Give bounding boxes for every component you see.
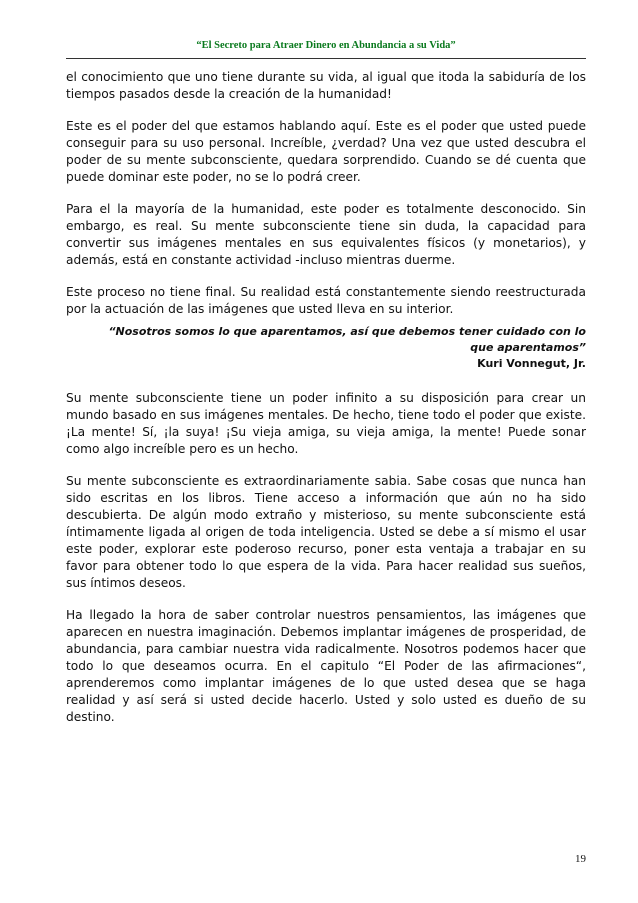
paragraph: Para el la mayoría de la humanidad, este poder es totalmente desconocido. Sin embargo, es real. Su mente subconsciente tiene sin duda, la capacidad para convertir sus imágenes mentales en sus equivalentes físicos (y monetarios), y además, está en constante actividad -incluso mientras duerme. bbox=[66, 202, 586, 267]
quote-author: Kuri Vonnegut, Jr. bbox=[477, 357, 586, 370]
quote-text: “Nosotros somos lo que aparentamos, así que debemos tener cuidado con lo que aparentamos” bbox=[108, 325, 586, 354]
paragraph: el conocimiento que uno tiene durante su vida, al igual que itoda la sabiduría de los tiempos pasados desde la creación de la humanidad! bbox=[66, 70, 586, 101]
block-quote bbox=[66, 324, 586, 372]
header-rule bbox=[66, 58, 586, 59]
paragraph: Su mente subconsciente tiene un poder infinito a su disposición para crear un mundo basado en sus imágenes mentales. De hecho, tiene todo el poder que existe. ¡La mente! Sí, ¡la suya! ¡Su vieja amiga, su vieja amiga, la mente! Puede sonar como algo increíble pero es un hecho. bbox=[66, 391, 586, 456]
paragraph: Su mente subconsciente es extraordinariamente sabia. Sabe cosas que nunca han sido escritas en los libros. Tiene acceso a información que aún no ha sido descubierta. De algún modo extraño y misterioso, su mente subconsciente está íntimamente ligada al origen de toda inteligencia. Usted se debe a sí mismo el usar este poder, explorar este poderoso recurso, poner esta ventaja a trabajar en su favor para obtener todo lo que espera de la vida. Para hacer realidad sus sueños, sus íntimos deseos. bbox=[66, 474, 586, 590]
paragraph: Este es el poder del que estamos hablando aquí. Este es el poder que usted puede conseguir para su uso personal. Increíble, ¿verdad? Una vez que usted descubra el poder de su mente subconsciente, quedara sorprendido. Cuando se dé cuenta que puede dominar este poder, no se lo podrá creer. bbox=[66, 119, 586, 184]
running-header: “El Secreto para Atraer Dinero en Abundancia a su Vida” bbox=[196, 40, 456, 51]
paragraph: Ha llegado la hora de saber controlar nuestros pensamientos, las imágenes que aparecen en nuestra imaginación. Debemos implantar imágenes de prosperidad, de abundancia, para cambiar nuestra vida radicalmente. Nosotros podemos hacer que todo lo que deseamos ocurra. En el capitulo “El Poder de las afirmaciones“, aprenderemos como implantar imágenes de lo que usted desea que se haga realidad y así será si usted decide hacerlo. Usted y solo usted es dueño de su destino. bbox=[66, 608, 586, 724]
body-text bbox=[66, 69, 586, 741]
paragraph: Este proceso no tiene final. Su realidad está constantemente siendo reestructurada por la actuación de las imágenes que usted lleva en su interior. bbox=[66, 285, 586, 316]
page-number: 19 bbox=[575, 853, 586, 865]
